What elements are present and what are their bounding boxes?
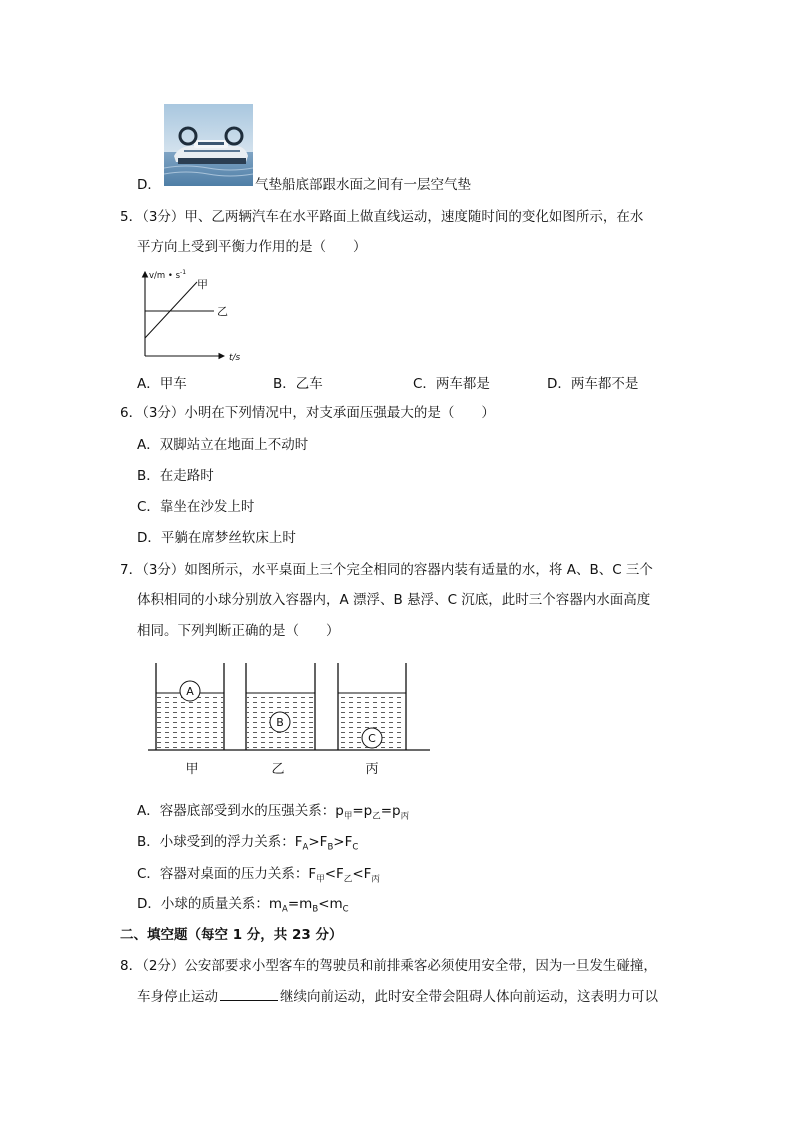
q5-stem-line1: 5．（3分）甲、乙两辆汽车在水平路面上做直线运动，速度随时间的变化如图所示，在水 <box>120 209 644 225</box>
q7-stem-line2: 体积相同的小球分别放入容器内，A 漂浮、B 悬浮、C 沉底，此时三个容器内水面高度 <box>137 592 651 608</box>
hovercraft-photo <box>164 104 253 186</box>
label-yi: 乙 <box>271 762 285 777</box>
velocity-time-graph <box>132 264 252 368</box>
q6-option-a: A．双脚站立在地面上不动时 <box>137 437 309 453</box>
container-jia <box>156 663 224 750</box>
section-title-fill-in: 二、填空题（每空 1 分，共 23 分） <box>120 927 343 943</box>
hovercraft-image <box>164 104 253 186</box>
ball-b-label: B <box>276 716 284 729</box>
label-jia: 甲 <box>185 762 199 777</box>
q4-option-d-text: 气垫船底部跟水面之间有一层空气垫 <box>255 177 471 193</box>
q5-option-c: C．两车都是 <box>413 376 490 392</box>
q5-stem-line2: 平方向上受到平衡力作用的是（ ） <box>137 239 367 255</box>
label-jia: 甲 <box>197 278 208 291</box>
label-yi: 乙 <box>217 305 228 318</box>
q7-option-c: C．容器对桌面的压力关系：$F_甲<F_乙<F_丙$ <box>137 866 380 885</box>
q7-stem-line1: 7．（3分）如图所示，水平桌面上三个完全相同的容器内装有适量的水，将 A、B、C 三个 <box>120 562 653 578</box>
container-bing <box>338 663 406 750</box>
q7-stem-line3: 相同。下列判断正确的是（ ） <box>137 623 340 639</box>
y-axis-label: v/m • $s^{-1}$ <box>149 269 187 281</box>
ball-a-label: A <box>186 685 194 698</box>
line-jia <box>145 282 197 338</box>
container-yi <box>246 663 315 750</box>
three-containers-figure <box>140 655 440 780</box>
q5-option-d: D．两车都不是 <box>547 376 639 392</box>
label-bing: 丙 <box>365 762 379 777</box>
q6-option-c: C．靠坐在沙发上时 <box>137 499 255 515</box>
q7-option-d: D．小球的质量关系：$m_A=m_B<m_C$ <box>137 896 349 915</box>
ball-c-label: C <box>368 732 376 745</box>
q6-option-b: B．在走路时 <box>137 468 214 484</box>
q4-option-d-label: D． <box>137 177 161 193</box>
x-axis-label: t/s <box>229 353 241 363</box>
answer-blank <box>220 988 278 1001</box>
q7-option-a: A．容器底部受到水的压强关系：$p_甲=p_乙=p_丙$ <box>137 803 410 822</box>
q6-option-d: D．平躺在席梦丝软床上时 <box>137 530 296 546</box>
q5-option-b: B．乙车 <box>273 376 323 392</box>
q6-stem: 6．（3分）小明在下列情况中，对支承面压强最大的是（ ） <box>120 405 495 421</box>
q8-stem-line1: 8．（2分）公安部要求小型客车的驾驶员和前排乘客必须使用安全带，因为一旦发生碰撞， <box>120 958 657 974</box>
q7-option-b: B．小球受到的浮力关系：$F_A>F_B>F_C$ <box>137 834 359 853</box>
q8-stem-line2: 车身停止运动 继续向前运动，此时安全带会阻碍人体向前运动，这表明力可以 <box>137 989 658 1005</box>
q5-option-a: A．甲车 <box>137 376 187 392</box>
